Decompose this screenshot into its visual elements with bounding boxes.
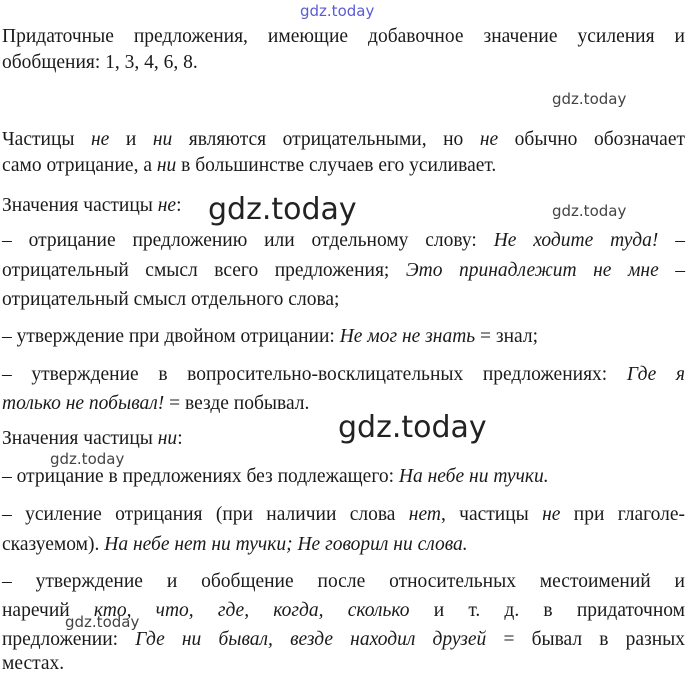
text-span: при глаголе- — [560, 504, 685, 525]
text-span: Частицы — [2, 129, 91, 150]
text-span: : — [177, 428, 183, 449]
example-text: На небе ни тучки. — [398, 466, 549, 487]
text-span: отрицательный смысл отдельного слова; — [2, 289, 340, 310]
text-span: Значения частицы — [2, 195, 158, 216]
particle-ne: не — [157, 195, 177, 216]
paragraph-line — [2, 153, 685, 179]
particle-ni: ни — [156, 155, 177, 176]
example-text: кто, что, где, когда, сколько — [93, 600, 410, 621]
text-span: само отрицание, а — [2, 155, 157, 176]
paragraph-line — [2, 464, 685, 490]
text-span: = знал; — [475, 326, 539, 347]
watermark-large: gdz.today — [208, 192, 357, 227]
paragraph-line — [2, 532, 685, 558]
particle-ne: не — [479, 129, 499, 150]
text-span: – — [658, 260, 685, 281]
example-text: Это принадлежит не мне — [405, 260, 659, 281]
example-text: Не ходите туда! — [493, 230, 659, 251]
text-span: , частицы — [440, 504, 543, 525]
text-span: : — [176, 195, 182, 216]
section-heading — [2, 426, 685, 452]
text-span: обобщения: 1, 3, 4, 6, 8. — [2, 52, 198, 73]
watermark: gdz.today — [552, 90, 627, 108]
paragraph-line — [2, 24, 685, 50]
text-span: = бывал в разных — [486, 629, 685, 650]
example-text: Не мог не знать — [339, 326, 476, 347]
example-text: Где ни бывал, везде находил друзей — [135, 629, 487, 650]
paragraph-line — [2, 228, 685, 254]
text-span: Придаточные предложения, имеющие добавочное значение усиления и — [2, 26, 685, 47]
paragraph-line — [2, 627, 685, 653]
text-span: местах. — [2, 653, 65, 674]
text-span: – утверждение в вопросительно-восклицательных предложениях: — [2, 364, 627, 385]
example-text: Где я — [626, 364, 685, 385]
paragraph-line — [2, 569, 685, 595]
text-span: наречий — [2, 600, 94, 621]
paragraph-line — [2, 258, 685, 284]
paragraph-line — [2, 651, 685, 677]
text-span: Значения частицы — [2, 428, 158, 449]
watermark-large: gdz.today — [338, 410, 487, 445]
text-span: и — [109, 129, 153, 150]
watermark: gdz.today — [50, 450, 125, 468]
particle-ni: ни — [152, 129, 173, 150]
text-span: – утверждение и обобщение после относительных местоимений и — [2, 571, 685, 592]
paragraph-line — [2, 127, 685, 153]
text-span: – — [658, 230, 686, 251]
particle-ne: не — [91, 129, 110, 150]
paragraph-line — [2, 502, 685, 528]
text-span: сказуемом). — [2, 534, 105, 555]
paragraph-line — [2, 362, 685, 388]
text-span: – утверждение при двойном отрицании: — [2, 326, 340, 347]
example-text: только не побывал! — [2, 393, 165, 414]
text-span: предложении: — [2, 629, 136, 650]
particle-ne: не — [542, 504, 561, 525]
text-span: – отрицание предложению или отдельному слову: — [2, 230, 494, 251]
paragraph-line — [2, 324, 685, 350]
text-span: в большинстве случаев его усиливает. — [176, 155, 497, 176]
watermark-top: gdz.today — [300, 2, 375, 20]
text-span: являются отрицательными, но — [172, 129, 480, 150]
text-span: – отрицание в предложениях без подлежащего: — [2, 466, 399, 487]
particle-ni: ни — [157, 428, 178, 449]
watermark: gdz.today — [552, 202, 627, 220]
watermark: gdz.today — [65, 613, 140, 631]
example-text: нет — [408, 504, 441, 525]
text-span: = везде побывал. — [164, 393, 310, 414]
example-text: На небе нет ни тучки; Не говорил ни слова. — [104, 534, 468, 555]
text-span: – усиление отрицания (при наличии слова — [2, 504, 409, 525]
paragraph-line — [2, 287, 685, 313]
paragraph-line — [2, 50, 685, 76]
text-span: и т. д. в придаточном — [409, 600, 685, 621]
text-span: отрицательный смысл всего предложения; — [2, 260, 406, 281]
text-span: обычно обозначает — [498, 129, 686, 150]
